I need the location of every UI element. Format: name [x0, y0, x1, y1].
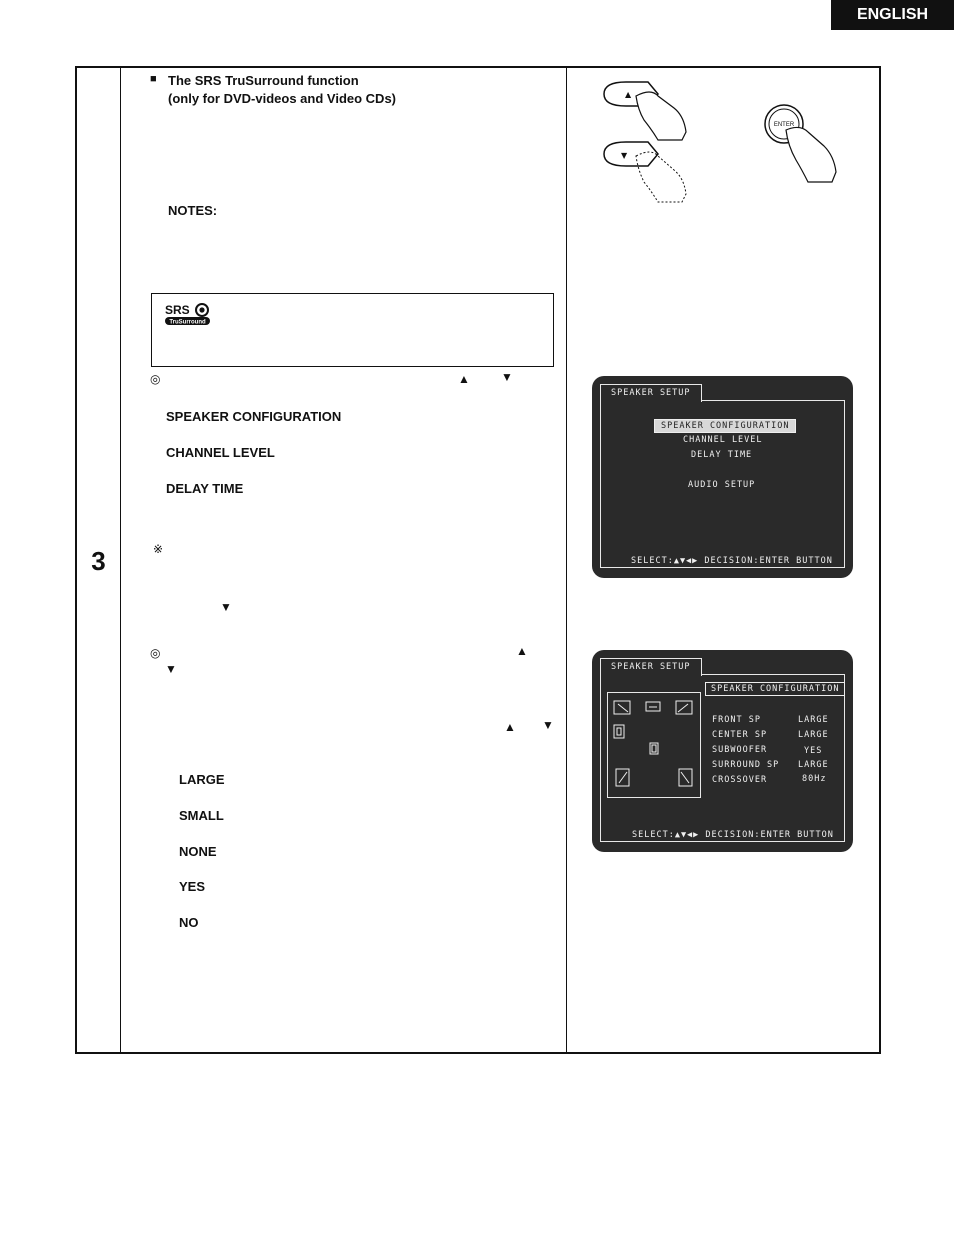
option-large: LARGE	[179, 772, 225, 787]
option-none: NONE	[179, 844, 217, 859]
remote-cursor-buttons-illustration	[596, 74, 716, 214]
osd-title-speaker-configuration: SPEAKER CONFIGURATION	[705, 682, 845, 696]
menu-item-delay-time: DELAY TIME	[166, 481, 244, 496]
subwoofer-speaker-icon	[614, 725, 624, 738]
osd-row-subwoofer-value: YES	[804, 746, 823, 756]
osd-item-channel-level: CHANNEL LEVEL	[683, 435, 763, 445]
menu-item-channel-level: CHANNEL LEVEL	[166, 445, 275, 460]
up-arrow-icon: ▲	[458, 372, 470, 386]
trusurround-logo-text: TruSurround	[169, 319, 206, 326]
srs-subheading: (only for DVD-videos and Video CDs)	[168, 91, 397, 106]
front-left-speaker-icon	[614, 701, 630, 714]
circle-mark: ◎	[150, 372, 161, 386]
up-arrow-icon: ▲	[504, 720, 516, 734]
up-arrow-icon: ▲	[516, 644, 528, 658]
osd-row-crossover-value: 80Hz	[802, 774, 827, 784]
srs-logo-box	[151, 293, 554, 367]
osd-tab: SPEAKER SETUP	[600, 658, 702, 676]
speaker-layout-diagram	[607, 692, 701, 798]
srs-heading: The SRS TruSurround function	[168, 73, 359, 88]
osd-row-surround-sp-label: SURROUND SP	[712, 760, 780, 770]
enter-button-illustration	[760, 100, 850, 200]
notes-heading: NOTES:	[168, 203, 218, 218]
osd-item-speaker-configuration: SPEAKER CONFIGURATION	[654, 419, 796, 433]
down-arrow-icon: ▼	[501, 370, 513, 384]
circle-mark: ◎	[150, 646, 161, 660]
front-right-speaker-icon	[676, 701, 692, 714]
down-arrow-icon: ▼	[542, 718, 554, 732]
note-mark: ※	[153, 542, 164, 556]
osd-tab: SPEAKER SETUP	[600, 384, 702, 402]
option-yes: YES	[179, 879, 206, 894]
osd-row-crossover-label: CROSSOVER	[712, 775, 768, 785]
osd-row-subwoofer-label: SUBWOOFER	[712, 745, 768, 755]
enter-label: ENTER	[773, 122, 795, 128]
osd-footer: SELECT:▲▼◀▶ DECISION:ENTER BUTTON	[632, 830, 834, 840]
language-tab	[831, 0, 954, 30]
osd-item-audio-setup: AUDIO SETUP	[688, 480, 756, 490]
language-label: ENGLISH	[856, 6, 929, 23]
option-small: SMALL	[179, 808, 224, 823]
surround-right-speaker-icon	[679, 769, 692, 786]
down-arrow-icon: ▼	[220, 600, 232, 614]
surround-left-speaker-icon	[616, 769, 629, 786]
down-arrow-icon: ▼	[621, 151, 628, 160]
step-number: 3	[91, 546, 106, 576]
srs-logo-text: SRS	[165, 303, 190, 317]
osd-item-delay-time: DELAY TIME	[691, 450, 753, 460]
osd-screen-speaker-setup	[592, 376, 853, 578]
center-speaker-icon	[646, 702, 660, 711]
heading-bullet: ■	[150, 73, 157, 85]
osd-row-center-sp-value: LARGE	[798, 730, 829, 740]
column-divider	[566, 68, 567, 1052]
osd-row-front-sp-value: LARGE	[798, 715, 829, 725]
osd-row-surround-sp-value: LARGE	[798, 760, 829, 770]
srs-logo	[164, 302, 216, 332]
osd-row-center-sp-label: CENTER SP	[712, 730, 768, 740]
osd-row-front-sp-label: FRONT SP	[712, 715, 761, 725]
up-arrow-icon: ▲	[625, 90, 632, 99]
listener-icon	[650, 743, 658, 754]
option-no: NO	[179, 915, 199, 930]
menu-item-speaker-configuration: SPEAKER CONFIGURATION	[166, 409, 342, 424]
osd-screen-speaker-configuration	[592, 650, 853, 852]
osd-footer: SELECT:▲▼◀▶ DECISION:ENTER BUTTON	[631, 556, 833, 566]
down-arrow-icon: ▼	[165, 662, 177, 676]
